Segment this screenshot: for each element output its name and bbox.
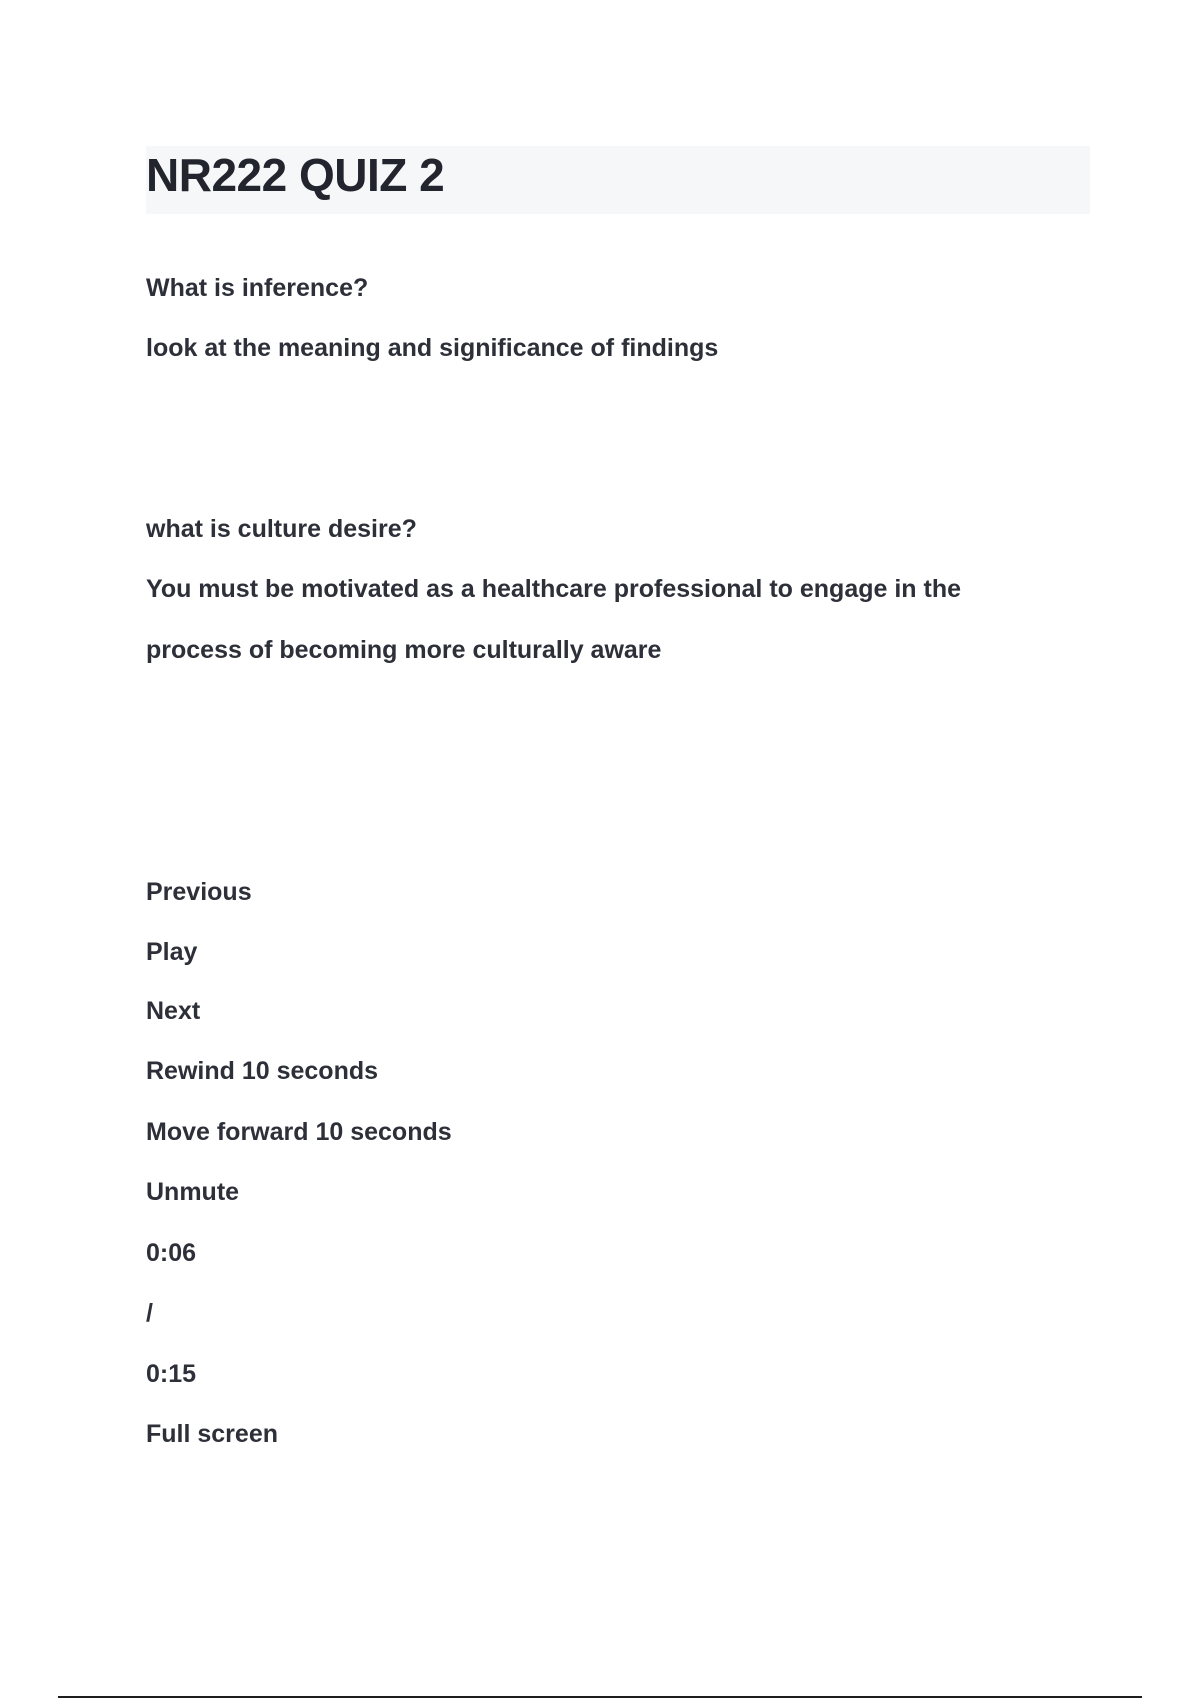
question-2: what is culture desire? <box>146 515 417 543</box>
answer-2-line-1: You must be motivated as a healthcare professional to engage in the <box>146 575 962 603</box>
footer-divider <box>58 1696 1142 1698</box>
previous-button[interactable]: Previous <box>146 878 252 906</box>
forward-10-button[interactable]: Move forward 10 seconds <box>146 1118 452 1146</box>
question-1: What is inference? <box>146 274 369 302</box>
play-button[interactable]: Play <box>146 938 198 966</box>
current-time: 0:06 <box>146 1239 197 1267</box>
page-title: NR222 QUIZ 2 <box>146 149 445 201</box>
time-separator: / <box>146 1299 153 1327</box>
answer-1: look at the meaning and significance of findings <box>146 334 719 362</box>
duration: 0:15 <box>146 1360 197 1388</box>
answer-2-line-2: process of becoming more culturally aware <box>146 636 662 664</box>
rewind-10-button[interactable]: Rewind 10 seconds <box>146 1057 379 1085</box>
unmute-button[interactable]: Unmute <box>146 1178 240 1206</box>
fullscreen-button[interactable]: Full screen <box>146 1420 278 1448</box>
next-button[interactable]: Next <box>146 997 201 1025</box>
title-bar <box>146 146 1090 214</box>
